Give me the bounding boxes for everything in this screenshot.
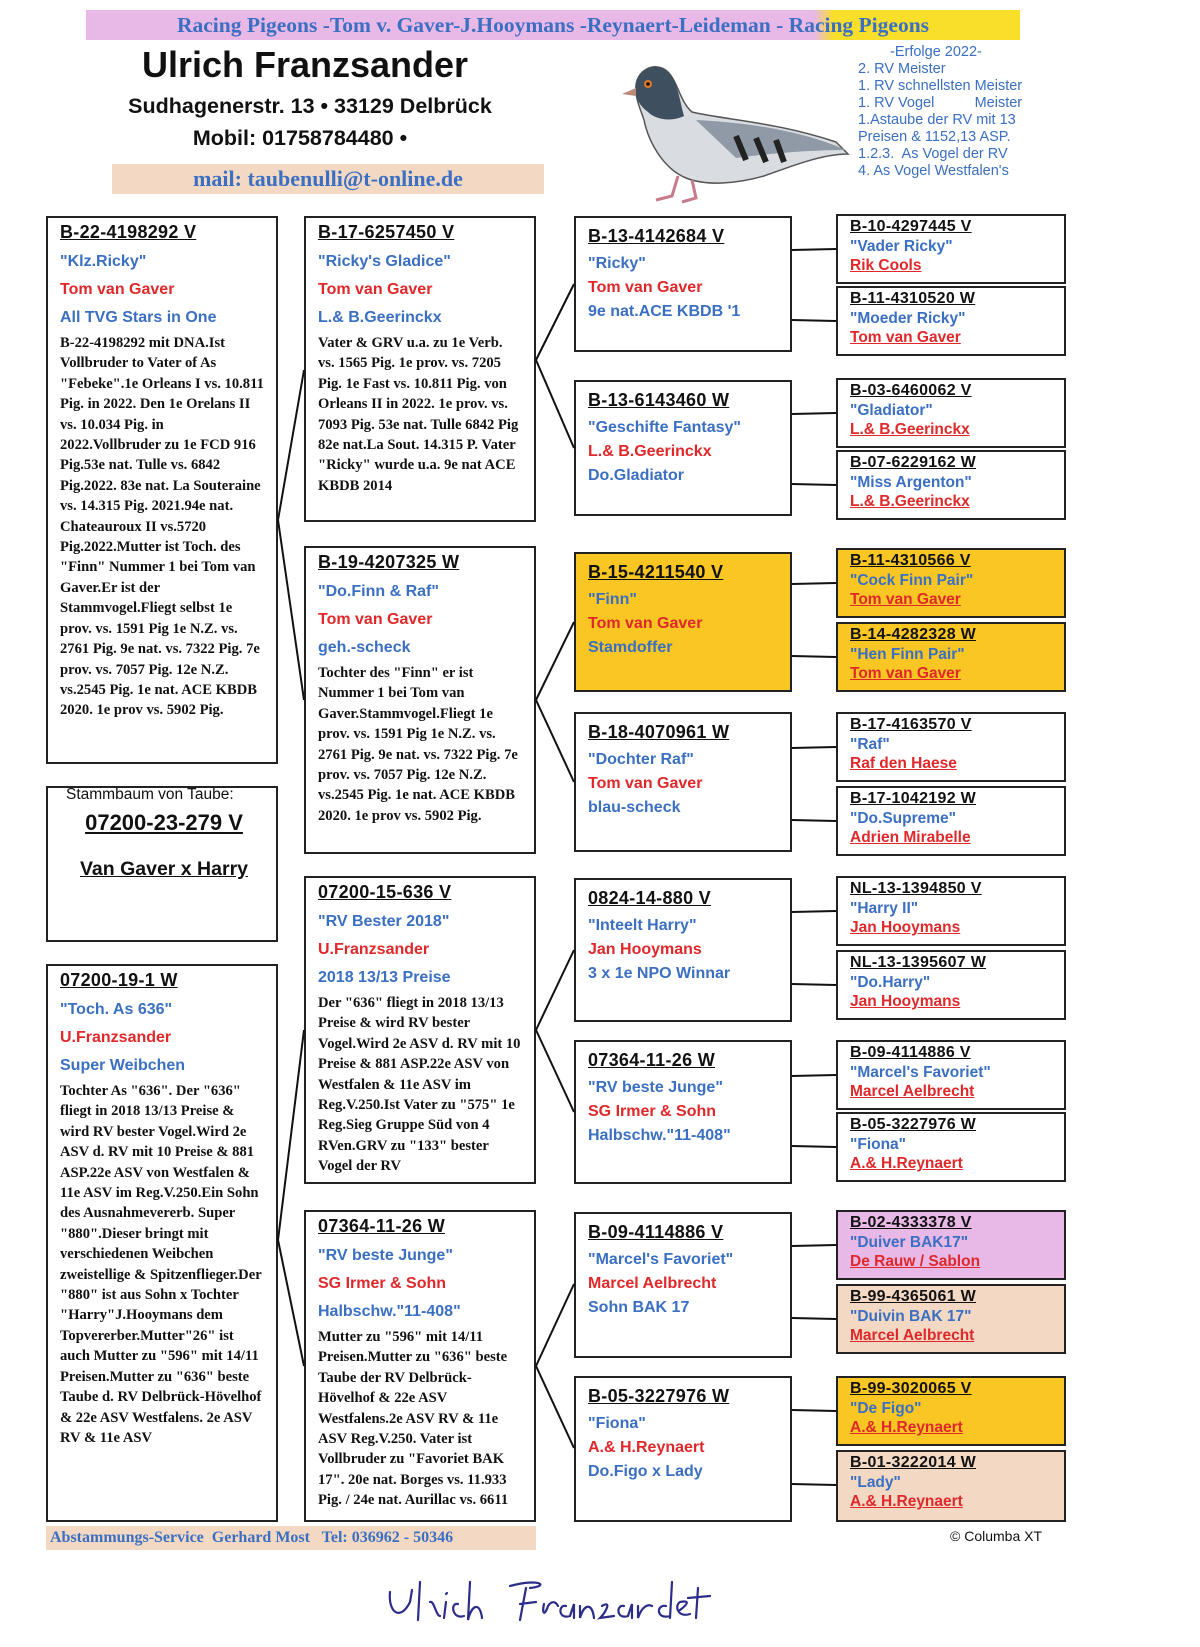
top-banner	[86, 10, 1020, 40]
gen3-info: 3 x 1e NPO Winnar	[588, 965, 731, 982]
gen4-ring: B-07-6229162 W	[850, 454, 977, 471]
gen4-box-7	[836, 712, 1066, 782]
grandparent-description: Mutter zu "596" mit 14/11 Preisen.Mutter zu "636" beste Taube der RV Delbrück-Hövelhof & 22e ASV Westfalens.2e ASV RV & 11e ASV Reg.V.250. Vater ist Vollbruder zu "Favoriet BAK 17". 20e nat. Borges vs. 11.933 Pig. / 24e nat. Aurillac vs. 6611	[318, 1329, 509, 1509]
grandparent-description: Tochter des "Finn" er ist Nummer 1 bei Tom van Gaver.Stammvogel.Fliegt 1e prov. vs. 1591 Pig 1e N.Z. vs. 2761 Pig. 9e nat. vs. 7322 Pig. 7e prov. vs. 7057 Pig. 12e N.Z. vs.2545 Pig. 1e nat. ACE KBDB 2020. 1e prov vs. 5902 Pig.	[318, 665, 518, 824]
success-line: 2. RV Meister	[858, 61, 946, 77]
gen3-box-6	[574, 1040, 792, 1184]
grandparent-box-4	[304, 1210, 536, 1522]
gen3-info: 9e nat.ACE KBDB '1	[588, 303, 741, 320]
gen3-box-5	[574, 878, 792, 1022]
gen4-box-5	[836, 548, 1066, 618]
gen3-nickname: "RV beste Junge"	[588, 1079, 723, 1096]
gen4-ring: B-11-4310520 W	[850, 290, 976, 307]
gen4-breeder: A.& H.Reynaert	[850, 1155, 963, 1172]
gen4-breeder: L.& B.Geerinckx	[850, 493, 970, 510]
grandparent-info: Halbschw."11-408"	[318, 1303, 461, 1320]
gen4-box-10	[836, 950, 1066, 1020]
gen4-nickname: "Harry II"	[850, 900, 919, 917]
gen4-box-6	[836, 622, 1066, 692]
gen3-nickname: "Fiona"	[588, 1415, 646, 1432]
breeder-mobile: Mobil: 01758784480 •	[192, 126, 408, 150]
gen4-nickname: "De Figo"	[850, 1400, 922, 1417]
gen4-ring: B-14-4282328 W	[850, 626, 977, 643]
gen4-ring: B-03-6460062 V	[850, 382, 972, 399]
gen4-breeder: A.& H.Reynaert	[850, 1419, 963, 1436]
gen3-breeder: SG Irmer & Sohn	[588, 1103, 717, 1120]
gen3-nickname: "Ricky"	[588, 255, 646, 272]
gen3-info: Stamdoffer	[588, 639, 673, 656]
sire-breeder: Tom van Gaver	[60, 281, 175, 298]
gen4-box-1	[836, 214, 1066, 284]
dam-box	[46, 964, 278, 1522]
gen4-breeder: Marcel Aelbrecht	[850, 1327, 975, 1344]
gen4-breeder: A.& H.Reynaert	[850, 1493, 963, 1510]
gen4-box-13	[836, 1210, 1066, 1280]
gen4-ring: B-09-4114886 V	[850, 1044, 971, 1061]
gen4-box-9	[836, 876, 1066, 946]
grandparent-box-3	[304, 876, 536, 1184]
gen3-breeder: Marcel Aelbrecht	[588, 1275, 717, 1292]
subject-ring: 07200-23-279 V	[85, 810, 243, 835]
gen4-ring: B-02-4333378 V	[850, 1214, 972, 1231]
gen3-nickname: "Marcel's Favoriet"	[588, 1251, 734, 1268]
gen4-nickname: "Cock Finn Pair"	[850, 572, 974, 589]
grandparent-description: Der "636" fliegt in 2018 13/13 Preise & wird RV bester Vogel.Wird 2e ASV d. RV mit 10 Preise & 881 ASP.22e ASV von Westfalen & 11e ASV im Reg.V.250.Ist Vater zu "575" 1e Reg.Sieg Gruppe Süd von 4 RVen.GRV zu "133" bester Vogel der RV	[318, 995, 521, 1175]
success-line: 4. As Vogel Westfalen's	[858, 163, 1009, 179]
gen4-breeder: Rik Cools	[850, 257, 922, 274]
success-line: 1.2.3. As Vogel der RV	[858, 146, 1008, 162]
gen4-nickname: "Miss Argenton"	[850, 474, 972, 491]
gen4-ring: B-05-3227976 W	[850, 1116, 977, 1133]
gen4-breeder: Tom van Gaver	[850, 665, 961, 682]
gen4-ring: B-11-4310566 V	[850, 552, 971, 569]
gen3-breeder: Tom van Gaver	[588, 615, 703, 632]
gen4-breeder: Raf den Haese	[850, 755, 957, 772]
mail-address: mail: taubenulli@t-online.de	[193, 166, 463, 191]
success-line: 1.Astaube der RV mit 13	[858, 112, 1016, 128]
grandparent-box-2	[304, 546, 536, 854]
gen3-breeder: Jan Hooymans	[588, 941, 702, 958]
gen3-nickname: "Geschifte Fantasy"	[588, 419, 741, 436]
gen4-ring: NL-13-1395607 W	[850, 954, 987, 971]
gen4-breeder: Tom van Gaver	[850, 591, 961, 608]
gen3-box-7	[574, 1212, 792, 1358]
gen3-info: Halbschw."11-408"	[588, 1127, 731, 1144]
subject-legend: Stammbaum von Taube:	[62, 786, 238, 804]
gen3-nickname: "Finn"	[588, 591, 637, 608]
gen4-nickname: "Raf"	[850, 736, 890, 753]
gen4-box-8	[836, 786, 1066, 856]
gen3-ring: B-05-3227976 W	[588, 1386, 730, 1406]
footer-service-bar	[46, 1526, 536, 1550]
gen4-breeder: L.& B.Geerinckx	[850, 421, 970, 438]
gen3-breeder: A.& H.Reynaert	[588, 1439, 705, 1456]
grandparent-ring: B-17-6257450 V	[318, 222, 455, 242]
sire-info: All TVG Stars in One	[60, 309, 217, 326]
gen3-breeder: Tom van Gaver	[588, 775, 703, 792]
gen4-breeder: Jan Hooymans	[850, 993, 961, 1010]
grandparent-breeder: SG Irmer & Sohn	[318, 1275, 447, 1292]
gen4-nickname: "Vader Ricky"	[850, 238, 953, 255]
gen3-info: Sohn BAK 17	[588, 1299, 690, 1316]
gen4-ring: B-99-4365061 W	[850, 1288, 977, 1305]
gen3-nickname: "Dochter Raf"	[588, 751, 694, 768]
gen4-box-16	[836, 1450, 1066, 1522]
success-line: Preisen & 1152,13 ASP.	[858, 129, 1011, 145]
grandparent-box-1	[304, 216, 536, 522]
gen3-ring: B-09-4114886 V	[588, 1222, 724, 1242]
gen4-ring: NL-13-1394850 V	[850, 880, 982, 897]
gen3-ring: B-15-4211540 V	[588, 562, 724, 582]
gen3-info: blau-scheck	[588, 799, 681, 816]
dam-ring: 07200-19-1 W	[60, 970, 178, 990]
grandparent-ring: B-19-4207325 W	[318, 552, 460, 572]
gen4-ring: B-01-3222014 W	[850, 1454, 977, 1471]
gen4-nickname: "Duiver BAK17"	[850, 1234, 969, 1251]
gen4-nickname: "Moeder Ricky"	[850, 310, 966, 327]
gen4-nickname: "Lady"	[850, 1474, 901, 1491]
gen3-ring: B-18-4070961 W	[588, 722, 730, 742]
grandparent-description: Vater & GRV u.a. zu 1e Verb. vs. 1565 Pig. 1e prov. vs. 7205 Pig. 1e Fast vs. 10.811 Pig. von Orleans II in 2022. 1e prov. vs. 7093 Pig. 53e nat. Tulle 6842 Pig 82e nat.La Sout. 14.315 P. Vater "Ricky" wurde u.a. 9e nat ACE KBDB 2014	[318, 335, 519, 494]
gen3-box-1	[574, 216, 792, 352]
success-list	[838, 44, 1038, 180]
grandparent-nickname: "RV Bester 2018"	[318, 913, 450, 930]
gen4-box-3	[836, 378, 1066, 448]
mail-bar	[112, 164, 544, 194]
gen4-nickname: "Hen Finn Pair"	[850, 646, 965, 663]
gen3-ring: B-13-4142684 V	[588, 226, 725, 246]
grandparent-info: geh.-scheck	[318, 639, 411, 656]
subject-box	[46, 786, 278, 942]
gen4-box-12	[836, 1112, 1066, 1182]
grandparent-breeder: Tom van Gaver	[318, 281, 433, 298]
sire-description: B-22-4198292 mit DNA.Ist Vollbruder to Vater of As "Febeke".1e Orleans I vs. 10.811 Pig. in 2022. Den 1e Orelans II vs. 10.034 Pig. in 2022.Vollbruder zu 1e FCD 916 Pig.53e nat. Tulle vs. 6842 Pig.2022. 83e nat. La Souteraine vs. 14.315 Pig. 2021.94e nat. Chateauroux II vs.5720 Pig.2022.Mutter ist Toch. des "Finn" Nummer 1 bei Tom van Gaver.Er ist der Stammvogel.Fliegt selbst 1e prov. vs. 1591 Pig 1e N.Z. vs. 2761 Pig. 9e nat. vs. 7322 Pig. 7e prov. vs. 7057 Pig. 12e N.Z. vs.2545 Pig. 1e nat. ACE KBDB 2020. 1e prov vs. 5902 Pig.	[60, 335, 264, 719]
gen3-info: Do.Figo x Lady	[588, 1463, 703, 1480]
grandparent-ring: 07200-15-636 V	[318, 882, 452, 902]
success-line: 1. RV schnellsten Meister	[858, 78, 1023, 94]
gen3-box-3	[574, 552, 792, 692]
gen3-box-2	[574, 380, 792, 516]
gen4-ring: B-17-1042192 W	[850, 790, 977, 807]
gen4-breeder: Tom van Gaver	[850, 329, 961, 346]
gen3-breeder: Tom van Gaver	[588, 279, 703, 296]
banner-text: Racing Pigeons -Tom v. Gaver-J.Hooymans -Reynaert-Leideman - Racing Pigeons	[176, 13, 930, 37]
gen4-box-2	[836, 286, 1066, 356]
gen4-ring: B-10-4297445 V	[850, 218, 972, 235]
gen4-ring: B-17-4163570 V	[850, 716, 972, 733]
grandparent-breeder: Tom van Gaver	[318, 611, 433, 628]
gen3-nickname: "Inteelt Harry"	[588, 917, 697, 934]
gen4-nickname: "Duivin BAK 17"	[850, 1308, 972, 1325]
dam-nickname: "Toch. As 636"	[60, 1001, 173, 1018]
gen3-box-4	[574, 712, 792, 852]
breeder-address: Sudhagenerstr. 13 • 33129 Delbrück	[128, 94, 492, 118]
grandparent-nickname: "Ricky's Gladice"	[318, 253, 451, 270]
success-line: 1. RV Vogel Meister	[858, 95, 1023, 111]
gen4-nickname: "Gladiator"	[850, 402, 933, 419]
signature	[380, 1572, 780, 1632]
gen4-box-15	[836, 1376, 1066, 1446]
grandparent-nickname: "Do.Finn & Raf"	[318, 583, 439, 600]
gen3-breeder: L.& B.Geerinckx	[588, 443, 712, 460]
sire-nickname: "Klz.Ricky"	[60, 253, 147, 270]
dam-info: Super Weibchen	[60, 1057, 186, 1074]
grandparent-breeder: U.Franzsander	[318, 941, 430, 958]
gen4-breeder: De Rauw / Sablon	[850, 1253, 981, 1270]
grandparent-nickname: "RV beste Junge"	[318, 1247, 453, 1264]
success-title: -Erfolge 2022-	[890, 44, 982, 60]
gen4-nickname: "Fiona"	[850, 1136, 907, 1153]
footer-software: © Columba XT	[950, 1528, 1043, 1544]
sire-box	[46, 216, 278, 764]
gen4-box-11	[836, 1040, 1066, 1110]
gen3-box-8	[574, 1376, 792, 1522]
gen4-breeder: Marcel Aelbrecht	[850, 1083, 975, 1100]
gen4-box-4	[836, 450, 1066, 520]
breeder-name: Ulrich Franzsander	[141, 44, 469, 85]
gen4-nickname: "Marcel's Favoriet"	[850, 1064, 991, 1081]
grandparent-info: 2018 13/13 Preise	[318, 969, 451, 986]
grandparent-ring: 07364-11-26 W	[318, 1216, 445, 1236]
gen4-box-14	[836, 1284, 1066, 1354]
grandparent-info: L.& B.Geerinckx	[318, 309, 442, 326]
gen3-info: Do.Gladiator	[588, 467, 685, 484]
pigeon-illustration	[596, 50, 856, 204]
gen4-nickname: "Do.Harry"	[850, 974, 931, 991]
gen3-ring: B-13-6143460 W	[588, 390, 730, 410]
gen4-ring: B-99-3020065 V	[850, 1380, 972, 1397]
gen4-nickname: "Do.Supreme"	[850, 810, 956, 827]
footer-service: Abstammungs-Service Gerhard Most Tel: 036962 - 50346	[50, 1529, 454, 1546]
gen4-breeder: Adrien Mirabelle	[850, 829, 971, 846]
gen3-ring: 0824-14-880 V	[588, 888, 711, 908]
sire-ring: B-22-4198292 V	[60, 222, 197, 242]
dam-breeder: U.Franzsander	[60, 1029, 172, 1046]
gen3-ring: 07364-11-26 W	[588, 1050, 715, 1070]
gen4-breeder: Jan Hooymans	[850, 919, 961, 936]
subject-cross: Van Gaver x Harry	[79, 858, 249, 880]
dam-description: Tochter As "636". Der "636" fliegt in 2018 13/13 Preise & wird RV bester Vogel.Wird 2e ASV d. RV mit 10 Preise & 881 ASP.22e ASV von Westfalen & 11e ASV im Reg.V.250.Ein Sohn des Ausnahmevererb. Super "880".Dieser bringt mit verschiedenen Weibchen zweistellige & Spitzenflieger.Der "880" ist aus Sohn x Tochter "Harry"J.Hooymans dem Topvererber.Mutter"26" ist auch Mutter zu "596" mit 14/11 Preisen.Mutter zu "636" beste Taube d. RV Delbrück-Hövelhof & 22e ASV Westfalens. 2e ASV RV & 11e ASV	[60, 1083, 262, 1446]
